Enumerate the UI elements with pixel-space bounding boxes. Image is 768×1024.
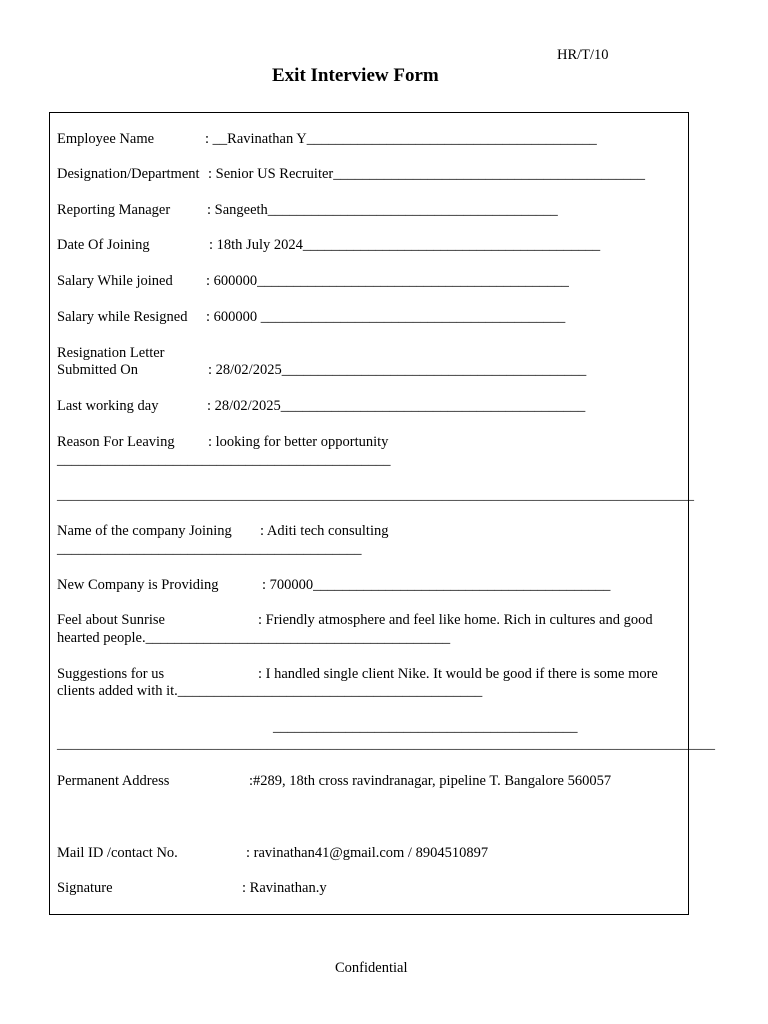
mail-contact-value: : ravinathan41@gmail.com / 8904510897: [246, 845, 489, 861]
last-working-day-value: : 28/02/2025__________________________________________: [207, 398, 586, 414]
employee-name-value: : __Ravinathan Y________________________________________: [205, 131, 597, 147]
reporting-manager-label: Reporting Manager: [57, 202, 171, 218]
permanent-address-value: :#289, 18th cross ravindranagar, pipeline T. Bangalore 560057: [249, 773, 612, 789]
reason-for-leaving-line2: ______________________________________________: [57, 452, 391, 468]
signature-label: Signature: [57, 880, 113, 896]
salary-joined-label: Salary While joined: [57, 273, 173, 289]
reason-for-leaving-line3: ___________________________________________________________________________________________: [57, 488, 694, 503]
resignation-letter-label-line2: Submitted On: [57, 362, 138, 378]
page-title: Exit Interview Form: [272, 65, 439, 86]
company-joining-value: : Aditi tech consulting: [260, 523, 389, 539]
date-of-joining-label: Date Of Joining: [57, 237, 150, 253]
salary-resigned-label: Salary while Resigned: [57, 309, 188, 325]
suggestions-label: Suggestions for us: [57, 666, 165, 682]
last-working-day-label: Last working day: [57, 398, 159, 414]
date-of-joining-value: : 18th July 2024_________________________________________: [209, 237, 601, 253]
reason-for-leaving-label: Reason For Leaving: [57, 434, 175, 450]
permanent-address-label: Permanent Address: [57, 773, 170, 789]
new-company-providing-value: : 700000_________________________________________: [262, 577, 611, 593]
form-frame: [49, 112, 689, 915]
signature-value: : Ravinathan.y: [242, 880, 327, 896]
company-joining-label: Name of the company Joining: [57, 523, 232, 539]
reason-for-leaving-value: : looking for better opportunity: [208, 434, 389, 450]
feel-about-label: Feel about Sunrise: [57, 612, 165, 628]
new-company-providing-label: New Company is Providing: [57, 577, 219, 593]
suggestions-line3: __________________________________________: [273, 719, 578, 735]
company-joining-line2: __________________________________________: [57, 541, 362, 557]
footer-confidential: Confidential: [335, 960, 408, 976]
resignation-letter-label-line1: Resignation Letter: [57, 345, 165, 361]
designation-value: : Senior US Recruiter___________________________________________: [208, 166, 645, 182]
salary-joined-value: : 600000___________________________________________: [206, 273, 569, 289]
designation-label: Designation/Department: [57, 166, 200, 182]
suggestions-line2: clients added with it.__________________________________________: [57, 683, 483, 699]
suggestions-value: : I handled single client Nike. It would be good if there is some more: [258, 666, 658, 682]
feel-about-value: : Friendly atmosphere and feel like home. Rich in cultures and good: [258, 612, 653, 628]
feel-about-line2: hearted people.__________________________________________: [57, 630, 451, 646]
employee-name-label: Employee Name: [57, 131, 155, 147]
suggestions-line4: ______________________________________________________________________________________________: [57, 737, 715, 752]
salary-resigned-value: : 600000 __________________________________________: [206, 309, 566, 325]
form-code: HR/T/10: [557, 47, 609, 63]
resignation-letter-value: : 28/02/2025__________________________________________: [208, 362, 587, 378]
reporting-manager-value: : Sangeeth________________________________________: [207, 202, 558, 218]
mail-contact-label: Mail ID /contact No.: [57, 845, 178, 861]
